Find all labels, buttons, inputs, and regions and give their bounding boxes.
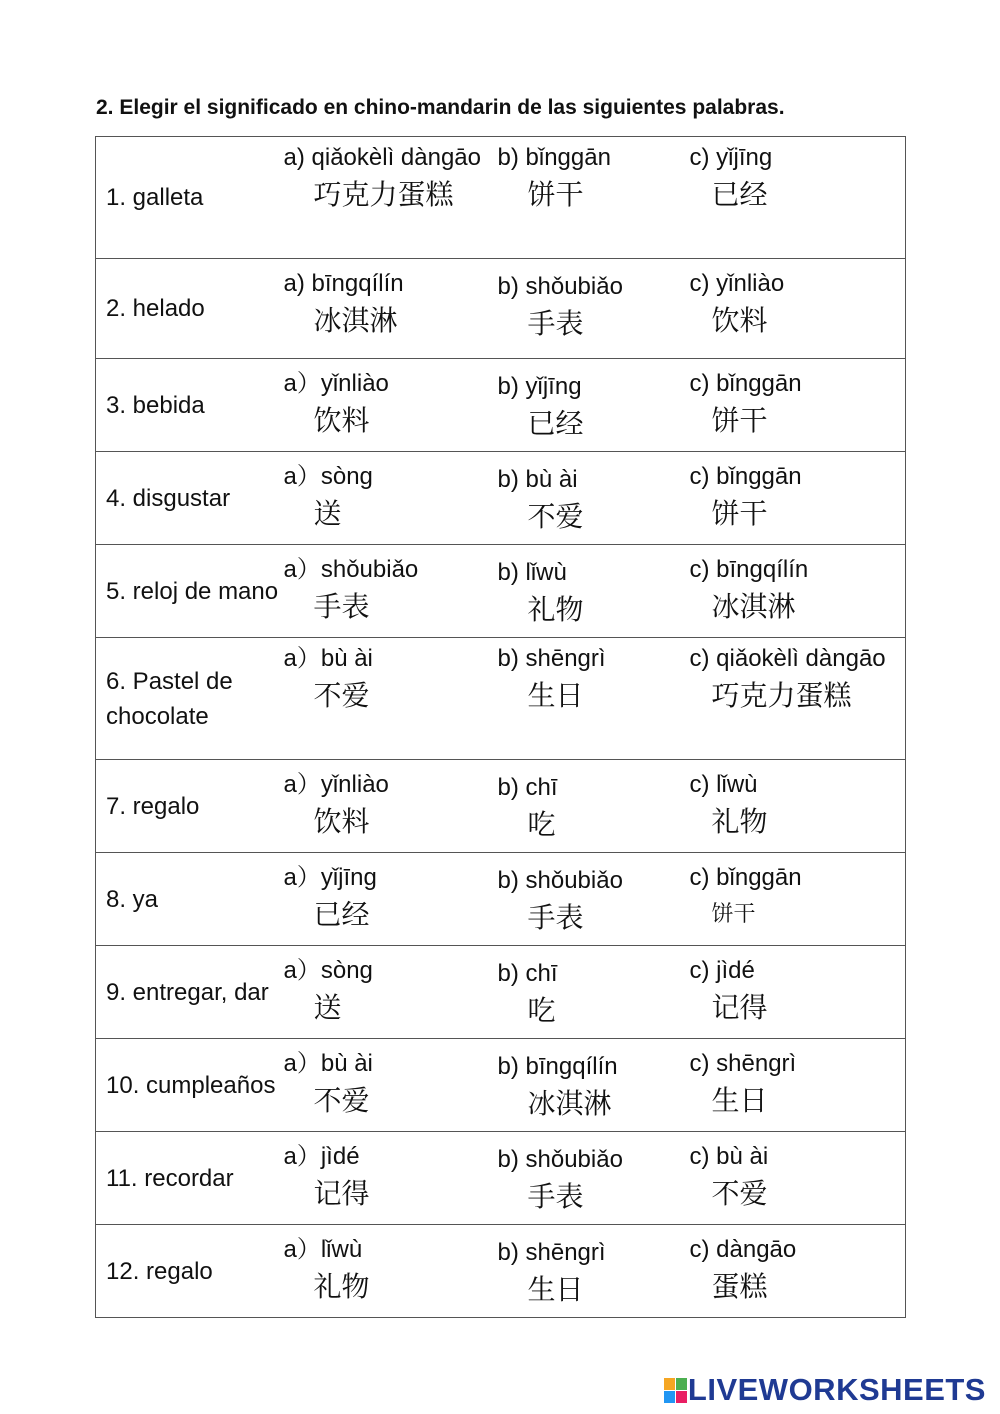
pinyin-label: c) yǐnliào bbox=[689, 270, 785, 297]
hanzi-characters: 吃 bbox=[527, 808, 556, 841]
pinyin-label: c) yǐjīng bbox=[689, 144, 773, 171]
hanzi-characters: 手表 bbox=[527, 307, 584, 340]
option-c[interactable] bbox=[688, 545, 906, 638]
hanzi-characters: 记得 bbox=[711, 991, 768, 1024]
option-b[interactable] bbox=[498, 259, 688, 359]
option-b[interactable] bbox=[498, 760, 688, 853]
option-a[interactable] bbox=[284, 452, 498, 545]
option-b[interactable] bbox=[498, 452, 688, 545]
hanzi-characters: 手表 bbox=[313, 590, 370, 623]
hanzi-characters: 记得 bbox=[313, 1177, 370, 1210]
hanzi-characters: 礼物 bbox=[711, 805, 768, 838]
pinyin-label: a) qiǎokèlì dàngāo bbox=[283, 144, 481, 171]
table-row bbox=[96, 638, 906, 760]
hanzi-characters: 生日 bbox=[527, 679, 584, 712]
option-a[interactable] bbox=[284, 359, 498, 452]
table-row bbox=[96, 760, 906, 853]
hanzi-characters: 饼干 bbox=[711, 404, 768, 437]
spanish-word: 6. Pastel de chocolate bbox=[96, 638, 284, 760]
pinyin-label: c) shēngrì bbox=[689, 1050, 797, 1077]
pinyin-label: c) lǐwù bbox=[689, 771, 758, 798]
option-b[interactable] bbox=[498, 1039, 688, 1132]
hanzi-characters: 生日 bbox=[527, 1273, 584, 1306]
pinyin-label: a）yǐnliào bbox=[283, 771, 389, 798]
hanzi-characters: 不爱 bbox=[527, 500, 584, 533]
pinyin-label: b) shǒubiǎo bbox=[497, 273, 623, 300]
hanzi-characters: 不爱 bbox=[313, 679, 370, 712]
hanzi-characters: 生日 bbox=[711, 1084, 768, 1117]
hanzi-characters: 手表 bbox=[527, 901, 584, 934]
pinyin-label: c) bǐnggān bbox=[689, 864, 802, 891]
option-c[interactable] bbox=[688, 853, 906, 946]
brand-name: LIVEWORKSHEETS bbox=[687, 1372, 986, 1407]
pinyin-label: b) bīngqílín bbox=[497, 1053, 618, 1080]
hanzi-characters: 饼干 bbox=[527, 178, 584, 211]
option-c[interactable] bbox=[688, 1132, 906, 1225]
pinyin-label: b) bù ài bbox=[497, 466, 578, 493]
liveworksheets-footer[interactable] bbox=[664, 1372, 986, 1408]
hanzi-characters: 手表 bbox=[527, 1180, 584, 1213]
pinyin-label: a）sòng bbox=[283, 957, 373, 984]
pinyin-label: a）bù ài bbox=[283, 1050, 373, 1077]
table-row bbox=[96, 259, 906, 359]
hanzi-characters: 礼物 bbox=[527, 593, 584, 626]
pinyin-label: c) qiǎokèlì dàngāo bbox=[689, 645, 886, 672]
pinyin-label: b) lǐwù bbox=[497, 559, 567, 586]
pinyin-label: a) bīngqílín bbox=[283, 270, 404, 297]
hanzi-characters: 饮料 bbox=[711, 304, 768, 337]
option-a[interactable] bbox=[284, 1039, 498, 1132]
pinyin-label: c) jìdé bbox=[689, 957, 755, 984]
option-c[interactable] bbox=[688, 452, 906, 545]
option-c[interactable] bbox=[688, 1225, 906, 1318]
hanzi-characters: 饼干 bbox=[711, 497, 768, 530]
pinyin-label: c) bǐnggān bbox=[689, 463, 802, 490]
hanzi-characters: 冰淇淋 bbox=[313, 304, 398, 337]
pinyin-label: c) bīngqílín bbox=[689, 556, 809, 583]
option-a[interactable] bbox=[284, 1225, 498, 1318]
option-a[interactable] bbox=[284, 853, 498, 946]
hanzi-characters: 送 bbox=[313, 497, 342, 530]
table-row bbox=[96, 853, 906, 946]
hanzi-characters: 不爱 bbox=[313, 1084, 370, 1117]
liveworksheets-logo-icon bbox=[664, 1378, 686, 1402]
hanzi-characters: 冰淇淋 bbox=[711, 590, 796, 623]
pinyin-label: b) chī bbox=[497, 960, 558, 987]
pinyin-label: a）bù ài bbox=[283, 645, 373, 672]
pinyin-label: b) bǐnggān bbox=[497, 144, 611, 171]
pinyin-label: a）jìdé bbox=[283, 1143, 360, 1170]
option-c[interactable] bbox=[688, 137, 906, 259]
table-row bbox=[96, 1132, 906, 1225]
spanish-word: 4. disgustar bbox=[96, 452, 284, 545]
option-c[interactable] bbox=[688, 1039, 906, 1132]
option-b[interactable] bbox=[498, 545, 688, 638]
option-a[interactable] bbox=[284, 638, 498, 760]
hanzi-characters: 已经 bbox=[711, 178, 768, 211]
hanzi-characters: 送 bbox=[313, 991, 342, 1024]
pinyin-label: a）sòng bbox=[283, 463, 373, 490]
table-row bbox=[96, 946, 906, 1039]
option-b[interactable] bbox=[498, 137, 688, 259]
spanish-word: 7. regalo bbox=[96, 760, 284, 853]
table-row bbox=[96, 1039, 906, 1132]
option-a[interactable] bbox=[284, 259, 498, 359]
pinyin-label: a）yǐnliào bbox=[283, 370, 389, 397]
option-c[interactable] bbox=[688, 760, 906, 853]
exercise-title: 2. Elegir el significado en chino-mandarin de las siguientes palabras. bbox=[96, 96, 785, 119]
hanzi-characters: 不爱 bbox=[711, 1177, 768, 1210]
spanish-word: 11. recordar bbox=[96, 1132, 284, 1225]
vocabulary-table bbox=[95, 136, 906, 1318]
hanzi-characters: 饮料 bbox=[313, 805, 370, 838]
pinyin-label: b) shēngrì bbox=[497, 645, 606, 672]
spanish-word: 9. entregar, dar bbox=[96, 946, 284, 1039]
hanzi-characters: 巧克力蛋糕 bbox=[711, 679, 852, 712]
pinyin-label: a）yǐjīng bbox=[283, 864, 377, 891]
pinyin-label: b) chī bbox=[497, 774, 558, 801]
table-row bbox=[96, 137, 906, 259]
option-c[interactable] bbox=[688, 359, 906, 452]
pinyin-label: b) shēngrì bbox=[497, 1239, 606, 1266]
option-b[interactable] bbox=[498, 853, 688, 946]
spanish-word: 2. helado bbox=[96, 259, 284, 359]
table-row bbox=[96, 359, 906, 452]
pinyin-label: a）shǒubiǎo bbox=[283, 556, 419, 583]
option-b[interactable] bbox=[498, 1132, 688, 1225]
table-row bbox=[96, 545, 906, 638]
option-a[interactable] bbox=[284, 545, 498, 638]
spanish-word: 8. ya bbox=[96, 853, 284, 946]
pinyin-label: b) shǒubiǎo bbox=[497, 867, 623, 894]
hanzi-characters: 饮料 bbox=[313, 404, 370, 437]
option-c[interactable] bbox=[688, 638, 906, 760]
option-a[interactable] bbox=[284, 1132, 498, 1225]
option-b[interactable] bbox=[498, 1225, 688, 1318]
pinyin-label: c) bǐnggān bbox=[689, 370, 802, 397]
spanish-word: 3. bebida bbox=[96, 359, 284, 452]
spanish-word: 5. reloj de mano bbox=[96, 545, 284, 638]
table-row bbox=[96, 452, 906, 545]
pinyin-label: b) shǒubiǎo bbox=[497, 1146, 623, 1173]
hanzi-characters: 吃 bbox=[527, 994, 556, 1027]
hanzi-characters: 已经 bbox=[527, 407, 584, 440]
pinyin-label: a）lǐwù bbox=[283, 1236, 363, 1263]
spanish-word: 1. galleta bbox=[96, 137, 284, 259]
option-a[interactable] bbox=[284, 137, 498, 259]
option-a[interactable] bbox=[284, 760, 498, 853]
pinyin-label: c) dàngāo bbox=[689, 1236, 797, 1263]
hanzi-characters: 已经 bbox=[313, 898, 370, 931]
hanzi-characters: 礼物 bbox=[313, 1270, 370, 1303]
spanish-word: 10. cumpleaños bbox=[96, 1039, 284, 1132]
option-b[interactable] bbox=[498, 359, 688, 452]
option-a[interactable] bbox=[284, 946, 498, 1039]
hanzi-characters: 蛋糕 bbox=[711, 1270, 768, 1303]
pinyin-label: c) bù ài bbox=[689, 1143, 769, 1170]
pinyin-label: b) yǐjīng bbox=[497, 373, 582, 400]
table-row bbox=[96, 1225, 906, 1318]
option-c[interactable] bbox=[688, 259, 906, 359]
hanzi-characters: 冰淇淋 bbox=[527, 1087, 612, 1120]
spanish-word: 12. regalo bbox=[96, 1225, 284, 1318]
option-b[interactable] bbox=[498, 638, 688, 760]
option-b[interactable] bbox=[498, 946, 688, 1039]
hanzi-characters: 巧克力蛋糕 bbox=[313, 178, 454, 211]
hanzi-characters: 饼干 bbox=[711, 902, 756, 927]
option-c[interactable] bbox=[688, 946, 906, 1039]
